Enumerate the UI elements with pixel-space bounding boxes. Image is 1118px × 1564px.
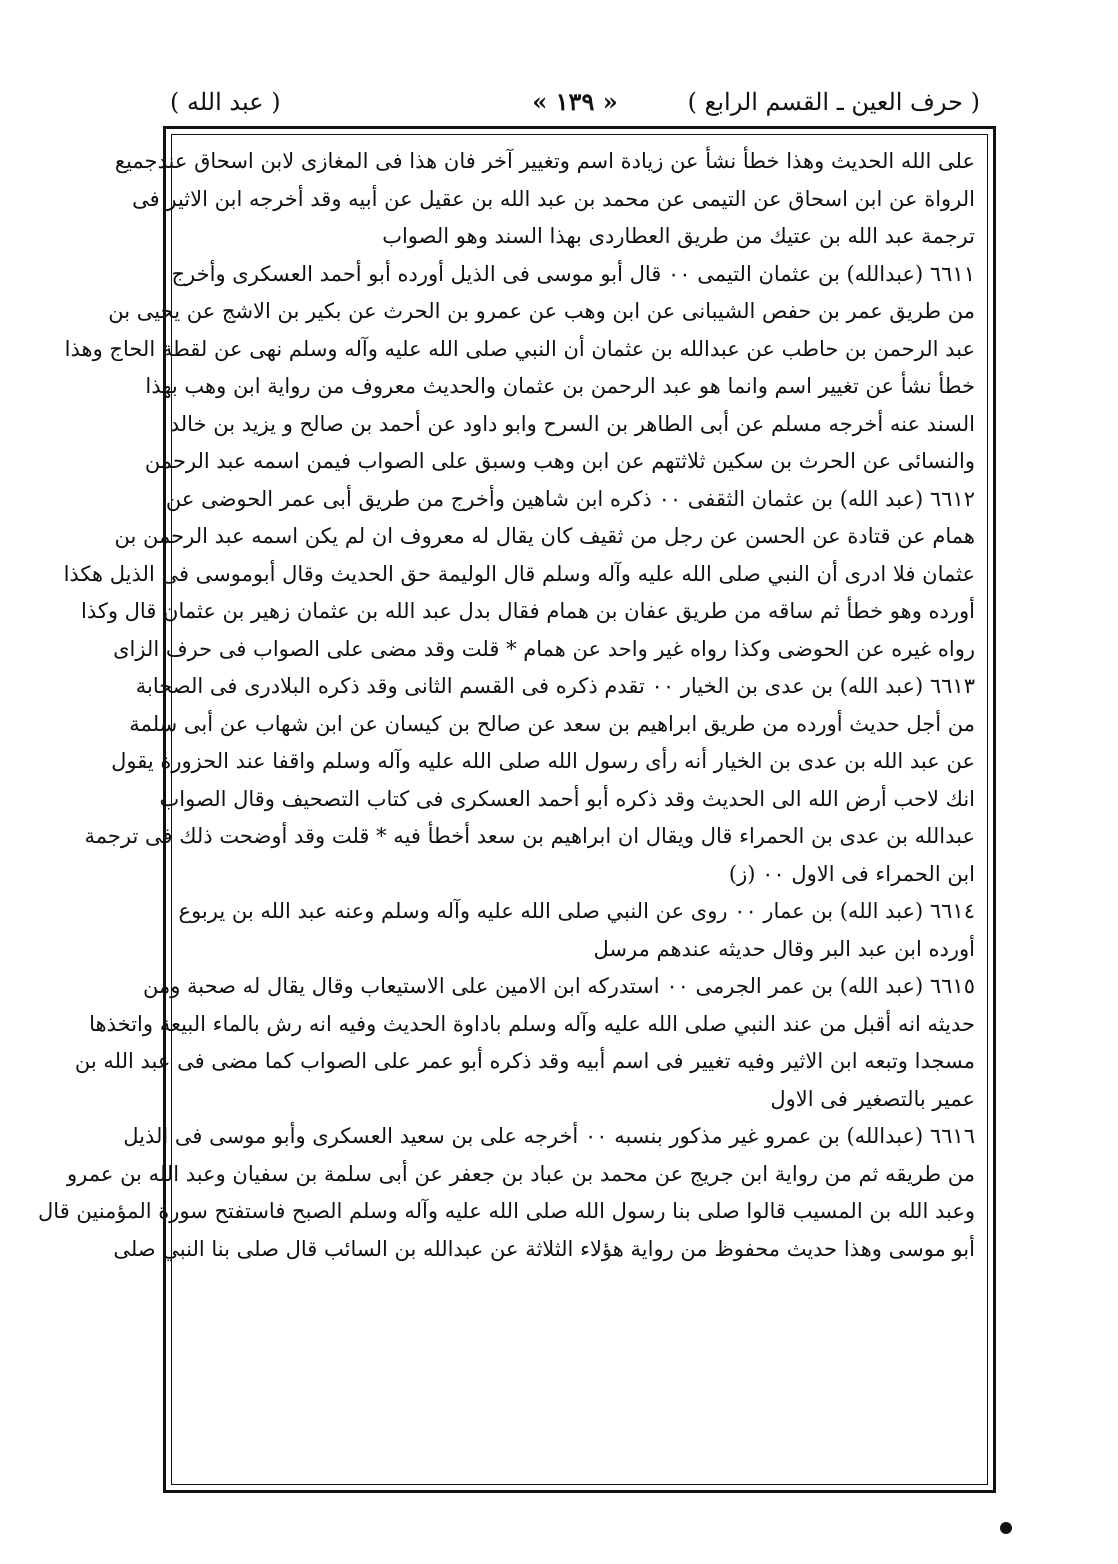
- text-line: مسجدا وتبعه ابن الاثير وفيه تغيير فى اسم أبيه وقد ذكره أبو عمر على الصواب كما مضى فى عبد الله بن: [74, 1049, 975, 1073]
- text-line: رواه غيره عن الحوضى وكذا رواه غير واحد عن همام * قلت وقد مضى على الصواب فى حرف الزاى: [113, 636, 975, 661]
- text-line: أورده وهو خطأ ثم ساقه من طريق عفان بن همام فقال بدل عبد الله بن عثمان زهير بن عثمان قال وكذا: [81, 599, 975, 623]
- text-line: السند عنه أخرجه مسلم عن أبى الطاهر بن السرح وابو داود عن أحمد بن صالح و يزيد بن خالد: [169, 411, 975, 436]
- text-line: عن عبد الله بن عدى بن الخيار أنه رأى رسول الله صلى الله عليه وآله وسلم واقفا عند الحزورة يقول: [111, 749, 975, 773]
- text-line: ترجمة عبد الله بن عتيك من طريق العطاردى بهذا السند وهو الصواب: [382, 224, 975, 248]
- text-line: ٦٦١٤ (عبد الله) بن عمار ٠٠ روى عن النبي صلى الله عليه وآله وسلم وعنه عبد الله بن يربوع: [178, 899, 975, 923]
- text-line: أورده ابن عبد البر وقال حديثه عندهم مرسل: [593, 936, 975, 961]
- text-line: عبدالله بن عدى بن الحمراء قال ويقال ان ابراهيم بن سعد أخطأ فيه * قلت وقد أوضحت ذلك فى ترجمة: [84, 824, 975, 848]
- text-line: عثمان فلا ادرى أن النبي صلى الله عليه وآله وسلم قال الوليمة حق الحديث وقال أبوموسى فى الذيل هكذا: [63, 561, 975, 586]
- page-header: [170, 82, 980, 124]
- text-line: من طريق عمر بن حفص الشيبانى عن ابن وهب عن عمرو بن الحرث عن بكير بن الاشج عن يحيى بن: [108, 299, 975, 323]
- text-line: خطأ نشأ عن تغيير اسم وانما هو عبد الرحمن بن عثمان والحديث معروف من رواية ابن وهب بهذا: [145, 374, 975, 398]
- header-section-title: ( حرف العين ـ القسم الرابع ): [687, 88, 980, 116]
- text-line: من طريقه ثم من رواية ابن جريج عن محمد بن عباد بن جعفر عن أبى سلمة بن سفيان وعبد الله بن عمرو: [67, 1161, 975, 1186]
- ink-dot: [1000, 1522, 1012, 1534]
- text-line: ٦٦١١ (عبدالله) بن عثمان التيمى ٠٠ قال أبو موسى فى الذيل أورده أبو أحمد العسكرى وأخرج: [171, 261, 975, 286]
- text-line: والنسائى عن الحرث بن سكين ثلاثتهم عن ابن وهب وسبق على الصواب فيمن اسمه عبد الرحمن: [144, 449, 975, 473]
- text-line: ٦٦١٢ (عبد الله) بن عثمان الثقفى ٠٠ ذكره ابن شاهين وأخرج من طريق أبى عمر الحوضى عن: [165, 486, 975, 511]
- text-line: الرواة عن ابن اسحاق عن التيمى عن محمد بن عبد الله بن عقيل عن أبيه وقد أخرجه ابن الاثير فى: [132, 186, 975, 211]
- text-line: حديثه انه أقبل من عند النبي صلى الله عليه وآله وسلم باداوة الحديث وفيه انه رش بالماء البيعة واتخذها: [89, 1011, 975, 1036]
- text-body: [38, 134, 988, 1485]
- page-number: « ١٣٩ »: [532, 87, 618, 116]
- text-line: ابن الحمراء فى الاول ٠٠ (ز): [728, 861, 975, 886]
- text-line: ٦٦١٦ (عبدالله) بن عمرو غير مذكور بنسبه ٠٠ أخرجه على بن سعيد العسكرى وأبو موسى فى الذيل: [123, 1124, 975, 1148]
- text-line: ٦٦١٣ (عبد الله) بن عدى بن الخيار ٠٠ تقدم ذكره فى القسم الثانى وقد ذكره البلادرى فى الصحابة: [135, 674, 975, 698]
- text-line: همام عن قتادة عن الحسن عن رجل من ثقيف كان يقال له معروف ان لم يكن اسمه عبد الرحمن بن: [114, 524, 975, 548]
- text-line: عبد الرحمن بن حاطب عن عبدالله بن عثمان أن النبي صلى الله عليه وآله وسلم نهى عن لقطة الحاج وهذا: [64, 336, 975, 361]
- text-line: على الله الحديث وهذا خطأ نشأ عن زيادة اسم وتغيير آخر فان هذا فى المغازى لابن اسحاق عندجميع: [114, 149, 975, 173]
- text-line: انك لاحب أرض الله الى الحديث وقد ذكره أبو أحمد العسكرى فى كتاب التصحيف وقال الصواب: [159, 786, 975, 811]
- text-line: ٦٦١٥ (عبد الله) بن عمر الجرمى ٠٠ استدركه ابن الامين على الاستيعاب وقال يقال له صحبة ومن: [142, 974, 975, 998]
- text-line: عمير بالتصغير فى الاول: [770, 1086, 975, 1111]
- header-entry-name: ( عبد الله ): [170, 88, 281, 116]
- text-line: أبو موسى وهذا حديث محفوظ من رواية هؤلاء الثلاثة عن عبدالله بن السائب قال صلى بنا النبي صلى: [113, 1236, 975, 1261]
- text-line: من أجل حديث أورده من طريق ابراهيم بن سعد عن صالح بن كيسان عن ابن شهاب عن أبى سلمة: [129, 711, 975, 736]
- text-line: وعبد الله بن المسيب قالوا صلى بنا رسول الله صلى الله عليه وآله وسلم الصبح فاستفتح سورة المؤمنين قال: [38, 1199, 975, 1223]
- text-frame: [38, 126, 996, 1493]
